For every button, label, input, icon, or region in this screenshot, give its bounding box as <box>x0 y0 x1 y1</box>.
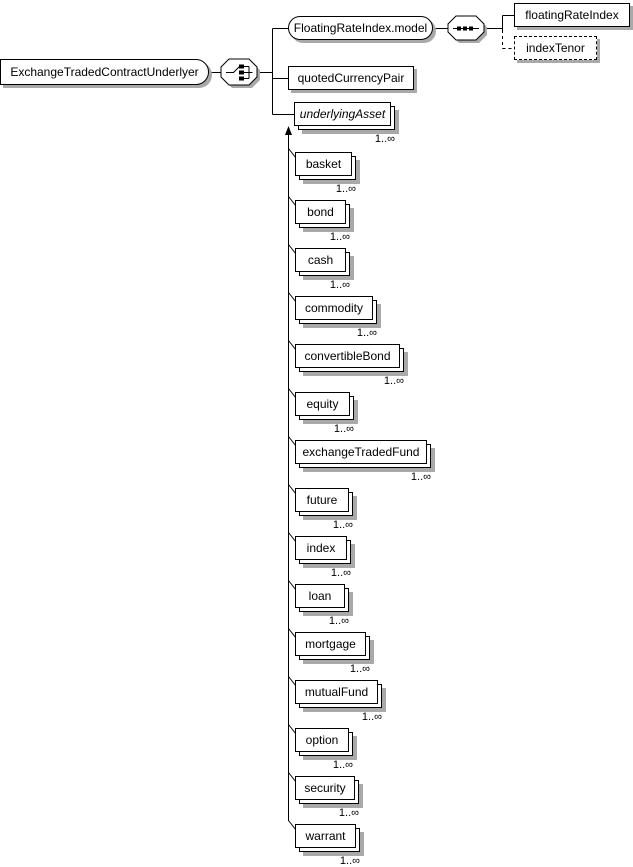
substitution-member-box[interactable] <box>295 440 431 483</box>
member-label: basket <box>295 152 352 176</box>
choice-icon[interactable] <box>221 59 260 88</box>
quoted-currency-pair-box[interactable]: quotedCurrencyPair <box>288 66 414 90</box>
occurrence-label: 1..∞ <box>332 759 353 771</box>
substitution-member-box[interactable] <box>295 824 360 867</box>
model-group-box[interactable]: FloatingRateIndex.model <box>288 16 433 40</box>
substitution-member-box[interactable] <box>295 632 370 675</box>
index-tenor-box[interactable]: indexTenor <box>514 36 597 60</box>
member-label: cash <box>295 248 346 272</box>
occurrence-label: 1..∞ <box>383 375 404 387</box>
underlying-asset-box[interactable] <box>294 102 395 145</box>
substitution-member-box[interactable] <box>295 152 356 195</box>
member-label: index <box>295 536 347 560</box>
member-label: future <box>295 488 349 512</box>
underlying-asset-label: underlyingAsset <box>294 102 391 126</box>
sequence-icon[interactable] <box>448 16 487 43</box>
member-label: security <box>295 776 355 800</box>
substitution-member-box[interactable] <box>295 728 353 771</box>
occurrence-label: 1..∞ <box>329 279 350 291</box>
substitution-member-box[interactable] <box>295 200 350 243</box>
member-label: warrant <box>295 824 356 848</box>
substitution-member-box[interactable] <box>295 344 404 387</box>
root-element-box[interactable]: ExchangeTradedContractUnderlyer <box>0 59 209 85</box>
member-label: convertibleBond <box>295 344 400 368</box>
substitution-arrowhead <box>285 126 292 135</box>
member-label: option <box>295 728 349 752</box>
occurrence-label: 1..∞ <box>328 615 349 627</box>
substitution-member-box[interactable] <box>295 296 377 339</box>
substitution-member-box[interactable] <box>295 488 353 531</box>
substitution-member-box[interactable] <box>295 680 382 723</box>
member-label: bond <box>295 200 346 224</box>
occurrence-label: 1..∞ <box>349 663 370 675</box>
substitution-member-box[interactable] <box>295 536 351 579</box>
floating-rate-index-box[interactable]: floatingRateIndex <box>514 3 630 27</box>
member-label: exchangeTradedFund <box>295 440 427 464</box>
substitution-member-box[interactable] <box>295 248 350 291</box>
member-label: mutualFund <box>295 680 378 704</box>
occurrence-label: 1..∞ <box>338 807 359 819</box>
substitution-member-box[interactable] <box>295 584 349 627</box>
occurrence-label: 1..∞ <box>374 133 395 145</box>
member-label: equity <box>295 392 350 416</box>
occurrence-label: 1..∞ <box>361 711 382 723</box>
occurrence-label: 1..∞ <box>410 471 431 483</box>
substitution-member-box[interactable] <box>295 392 354 435</box>
occurrence-label: 1..∞ <box>335 183 356 195</box>
occurrence-label: 1..∞ <box>329 231 350 243</box>
member-label: commodity <box>295 296 373 320</box>
occurrence-label: 1..∞ <box>333 423 354 435</box>
occurrence-label: 1..∞ <box>332 519 353 531</box>
member-label: loan <box>295 584 345 608</box>
occurrence-label: 1..∞ <box>339 855 360 867</box>
occurrence-label: 1..∞ <box>330 567 351 579</box>
substitution-member-box[interactable] <box>295 776 359 819</box>
member-label: mortgage <box>295 632 366 656</box>
occurrence-label: 1..∞ <box>356 327 377 339</box>
